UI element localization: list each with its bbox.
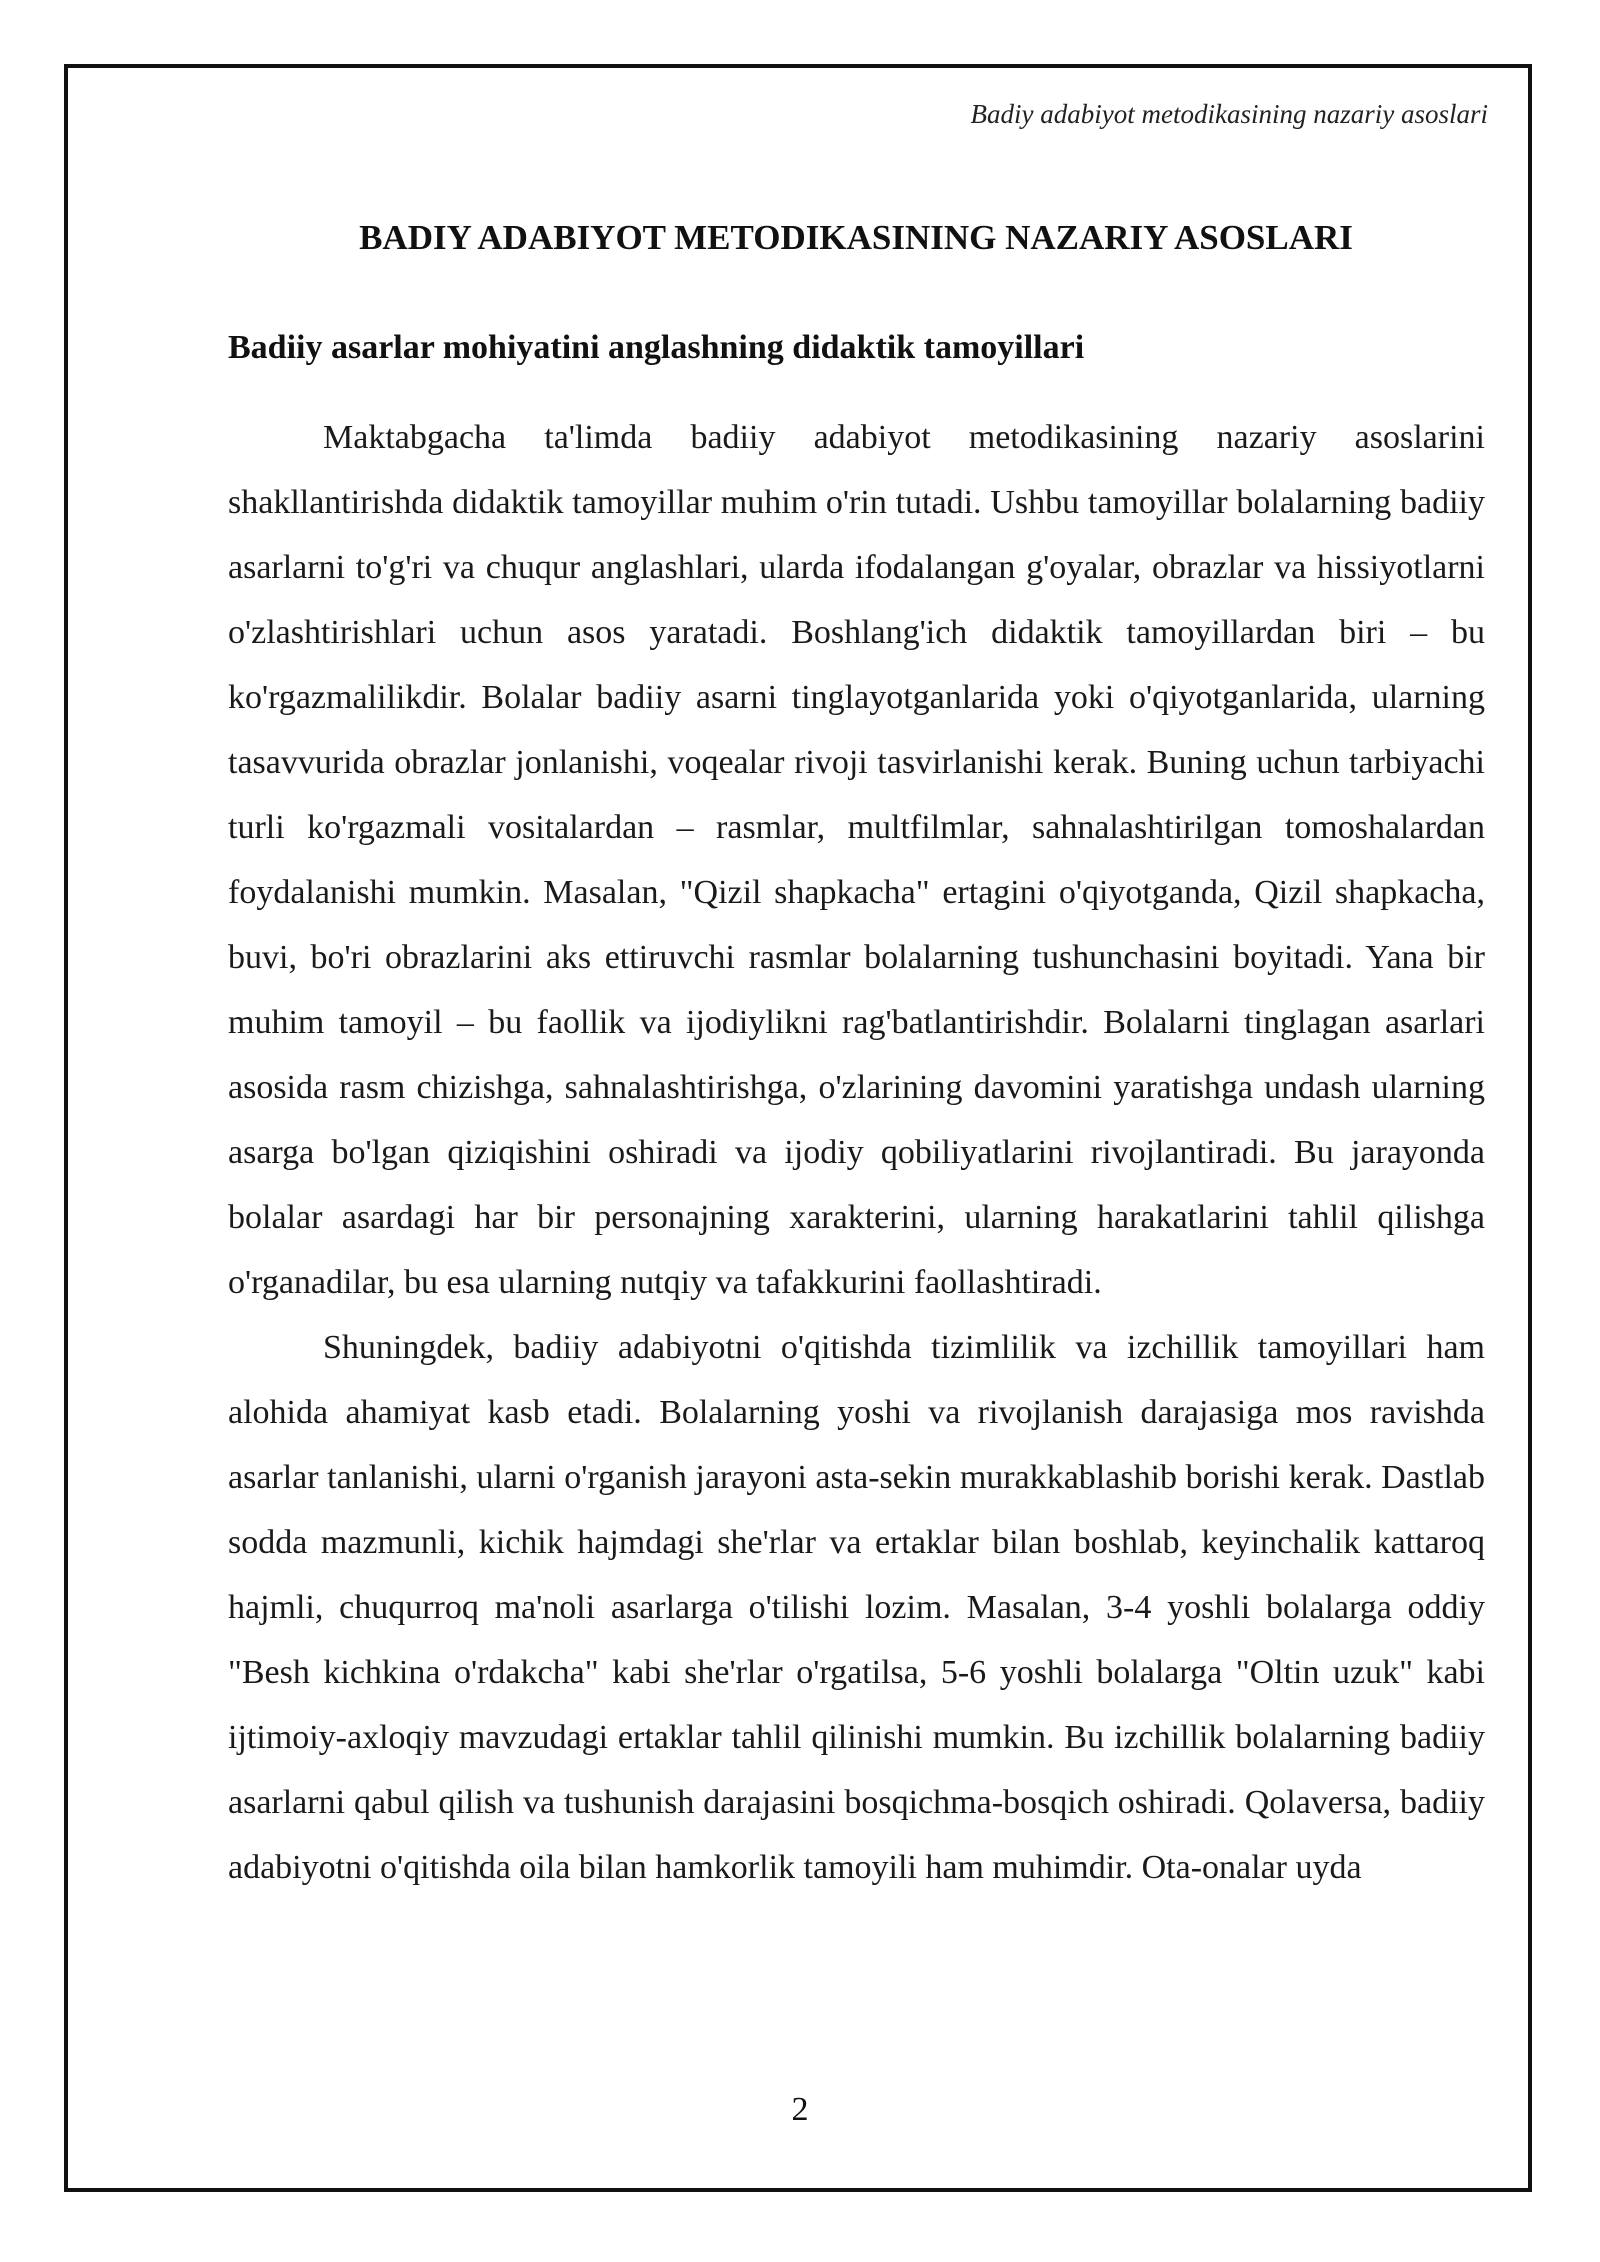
page-number: 2	[791, 2091, 809, 2128]
paragraph-2: Shuningdek, badiiy adabiyotni o'qitishda tizimlilik va izchillik tamoyillari ham alohida ahamiyat kasb etadi. Bolalarning yoshi va rivojlanish darajasiga mos ravishda asarlar tanlanishi, ularni o'rganish jarayoni asta-sekin murakkablashib borishi kerak. Dastlab sodda mazmunli, kichik hajmdagi she'rlar va ertaklar bilan boshlab, keyinchalik kattaroq hajmli, chuqurroq ma'noli asarlarga o'tilishi lozim. Masalan, 3-4 yoshli bolalarga oddiy "Besh kichkina o'rdakcha" kabi she'rlar o'rgatilsa, 5-6 yoshli bolalarga "Oltin uzuk" kabi ijtimoiy-axloqiy mavzudagi ertaklar tahlil qilinishi mumkin. Bu izchillik bolalarning badiiy asarlarni qabul qilish va tushunish darajasini bosqichma-bosqich oshiradi. Qolaversa, badiiy adabiyotni o'qitishda oila bilan hamkorlik tamoyili ham muhimdir. Ota-onalar uyda	[228, 1329, 1485, 1886]
body-text	[228, 405, 1485, 1900]
running-header: Badiy adabiyot metodikasining nazariy asoslari	[970, 99, 1488, 129]
paragraph-1: Maktabgacha ta'limda badiiy adabiyot metodikasining nazariy asoslarini shakllantirishda didaktik tamoyillar muhim o'rin tutadi. Ushbu tamoyillar bolalarning badiiy asarlarni to'g'ri va chuqur anglashlari, ularda ifodalangan g'oyalar, obrazlar va hissiyotlarni o'zlashtirishlari uchun asos yaratadi. Boshlang'ich didaktik tamoyillardan biri – bu ko'rgazmalilikdir. Bolalar badiiy asarni tinglayotganlarida yoki o'qiyotganlarida, ularning tasavvurida obrazlar jonlanishi, voqealar rivoji tasvirlanishi kerak. Buning uchun tarbiyachi turli ko'rgazmali vositalardan – rasmlar, multfilmlar, sahnalashtirilgan tomoshalardan foydalanishi mumkin. Masalan, "Qizil shapkacha" ertagini o'qiyotganda, Qizil shapkacha, buvi, bo'ri obrazlarini aks ettiruvchi rasmlar bolalarning tushunchasini boyitadi. Yana bir muhim tamoyil – bu faollik va ijodiylikni rag'batlantirishdir. Bolalarni tinglagan asarlari asosida rasm chizishga, sahnalashtirishga, o'zlarining davomini yaratishga undash ularning asarga bo'lgan qiziqishini oshiradi va ijodiy qobiliyatlarini rivojlantiradi. Bu jarayonda bolalar asardagi har bir personajning xarakterini, ularning harakatlarini tahlil qilishga o'rganadilar, bu esa ularning nutqiy va tafakkurini faollashtiradi.	[228, 419, 1485, 1301]
document-title: BADIY ADABIYOT METODIKASINING NAZARIY ASOSLARI	[359, 218, 1353, 257]
section-heading: Badiiy asarlar mohiyatini anglashning didaktik tamoyillari	[228, 329, 1085, 366]
